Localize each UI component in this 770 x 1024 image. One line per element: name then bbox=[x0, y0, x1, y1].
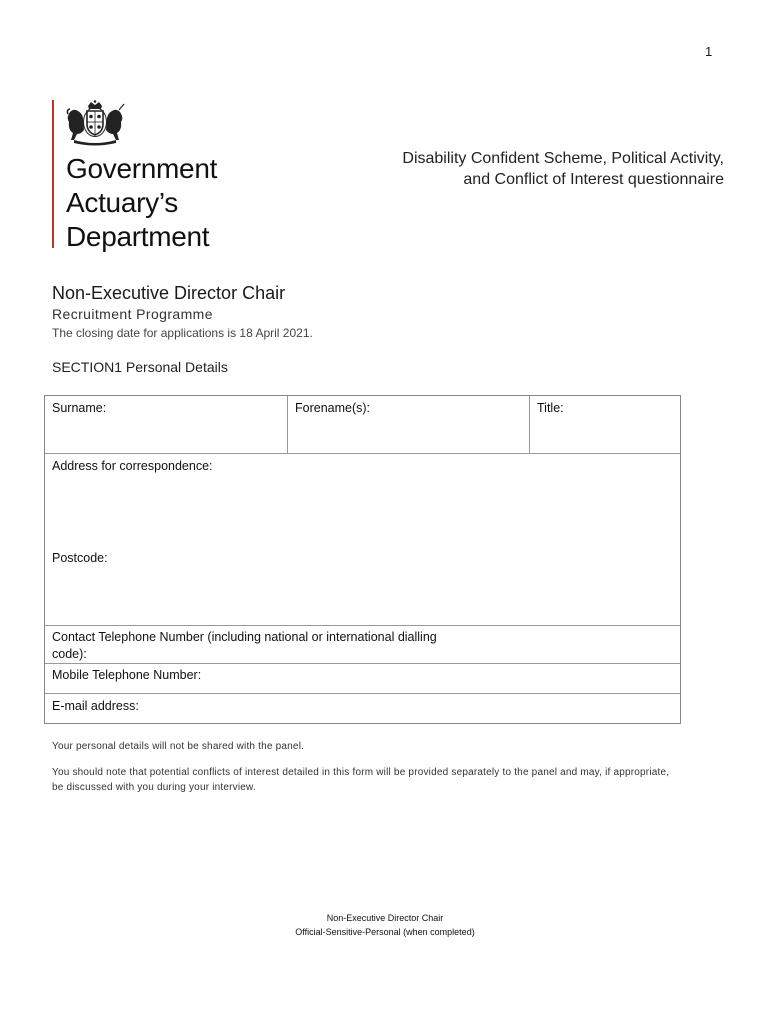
page-number: 1 bbox=[705, 44, 713, 59]
title-label: Title: bbox=[537, 401, 564, 415]
footer-line-1: Non-Executive Director Chair bbox=[326, 913, 444, 923]
mobile-field[interactable] bbox=[45, 664, 680, 693]
surname-label: Surname: bbox=[52, 401, 107, 415]
closing-date-notice: The closing date for applications is 18 April 2021. bbox=[52, 326, 313, 340]
telephone-field[interactable] bbox=[45, 626, 680, 663]
forenames-label: Forename(s): bbox=[295, 401, 371, 415]
surname-field[interactable] bbox=[45, 396, 288, 453]
document-title: Disability Confident Scheme, Political Activity, and Conflict of Interest questionnaire bbox=[402, 150, 724, 188]
page-footer bbox=[0, 911, 770, 939]
conflicts-note: You should note that potential conflicts of interest detailed in this form will be provided separately to the panel and may, if appropriate, be discussed with you during your interview. bbox=[52, 767, 670, 793]
title-field[interactable] bbox=[530, 396, 680, 453]
section-heading: SECTION1 Personal Details bbox=[52, 359, 228, 375]
email-field[interactable] bbox=[45, 694, 680, 724]
role-title: Non-Executive Director Chair bbox=[52, 283, 286, 303]
programme-subtitle: Recruitment Programme bbox=[52, 306, 213, 322]
privacy-note: Your personal details will not be shared with the panel. bbox=[52, 741, 305, 752]
personal-details-form bbox=[44, 395, 681, 724]
telephone-label: Contact Telephone Number (including national or international dialling code): bbox=[52, 630, 437, 661]
logo-line-1: Government bbox=[66, 153, 218, 184]
email-row bbox=[45, 694, 680, 724]
mobile-label: Mobile Telephone Number: bbox=[52, 668, 202, 682]
gad-logo bbox=[52, 100, 282, 252]
address-field[interactable] bbox=[45, 454, 680, 625]
footer-line-2: Official-Sensitive-Personal (when completed) bbox=[295, 927, 475, 937]
logo-line-3: Department bbox=[66, 221, 210, 252]
name-row bbox=[45, 396, 680, 454]
address-label: Address for correspondence: bbox=[52, 459, 213, 473]
postcode-label: Postcode: bbox=[52, 551, 108, 565]
email-label: E-mail address: bbox=[52, 699, 139, 713]
telephone-row bbox=[45, 626, 680, 664]
royal-coat-of-arms-icon bbox=[64, 100, 126, 146]
address-row bbox=[45, 454, 680, 626]
forenames-field[interactable] bbox=[288, 396, 530, 453]
logo-line-2: Actuary’s bbox=[66, 187, 178, 218]
logo-wordmark bbox=[66, 152, 217, 254]
mobile-row bbox=[45, 664, 680, 694]
logo-accent-bar bbox=[52, 100, 54, 248]
